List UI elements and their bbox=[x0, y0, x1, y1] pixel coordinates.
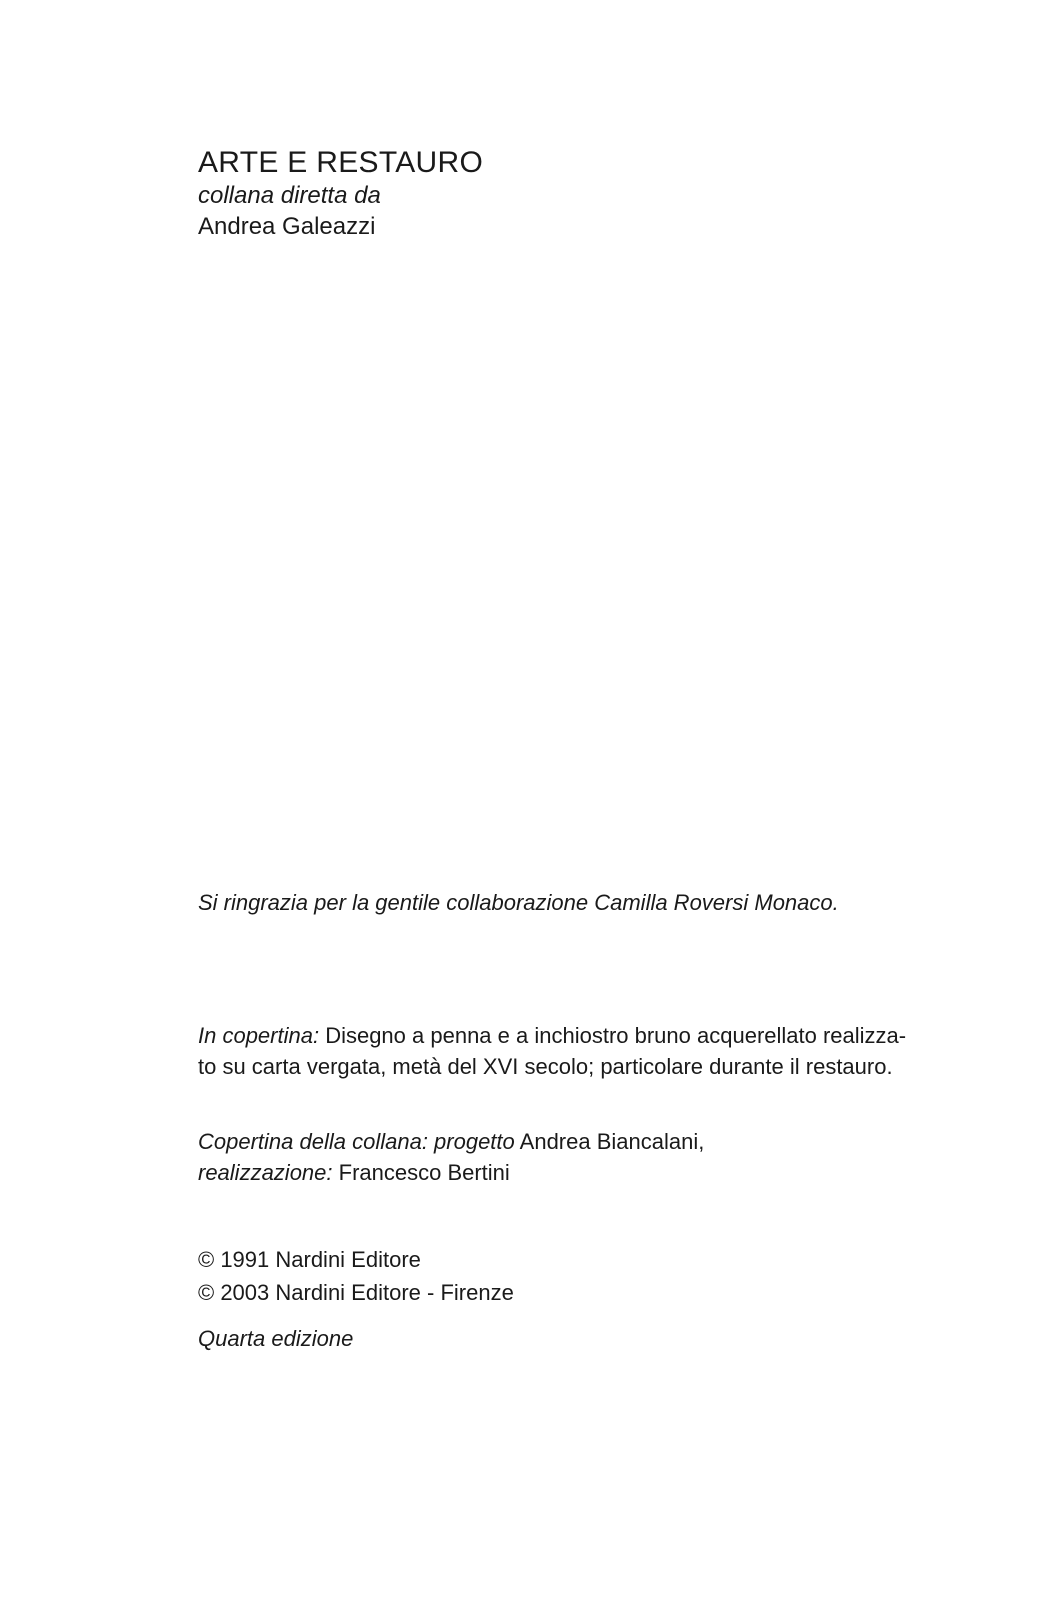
cover-description-line-2: to su carta vergata, metà del XVI secolo; particolare durante il restauro. bbox=[198, 1054, 893, 1079]
cover-description bbox=[198, 1020, 907, 1082]
series-cover-value-1: Andrea Biancalani, bbox=[514, 1129, 705, 1154]
copyright-block bbox=[198, 1243, 514, 1309]
series-editor: Andrea Galeazzi bbox=[198, 213, 376, 240]
cover-description-line-1 bbox=[198, 1020, 907, 1051]
series-cover-label-1: Copertina della collana: progetto bbox=[198, 1129, 515, 1154]
series-cover-value-2: Francesco Bertini bbox=[332, 1160, 510, 1185]
series-cover-credit-line-1 bbox=[198, 1126, 704, 1157]
series-title: ARTE E RESTAURO bbox=[198, 146, 484, 179]
series-cover-label-2: realizzazione: bbox=[198, 1160, 333, 1185]
cover-text-1: Disegno a penna e a inchiostro bruno acquerellato realizza- bbox=[319, 1023, 907, 1048]
series-subtitle: collana diretta da bbox=[198, 182, 381, 209]
series-cover-credits bbox=[198, 1126, 704, 1188]
cover-label: In copertina: bbox=[198, 1023, 320, 1048]
acknowledgement: Si ringrazia per la gentile collaborazione Camilla Roversi Monaco. bbox=[198, 890, 839, 915]
copyright-line-1: © 1991 Nardini Editore bbox=[198, 1247, 421, 1272]
copyright-line-2: © 2003 Nardini Editore - Firenze bbox=[198, 1280, 514, 1305]
series-cover-credit-line-2 bbox=[198, 1157, 704, 1188]
edition-note: Quarta edizione bbox=[198, 1326, 354, 1351]
